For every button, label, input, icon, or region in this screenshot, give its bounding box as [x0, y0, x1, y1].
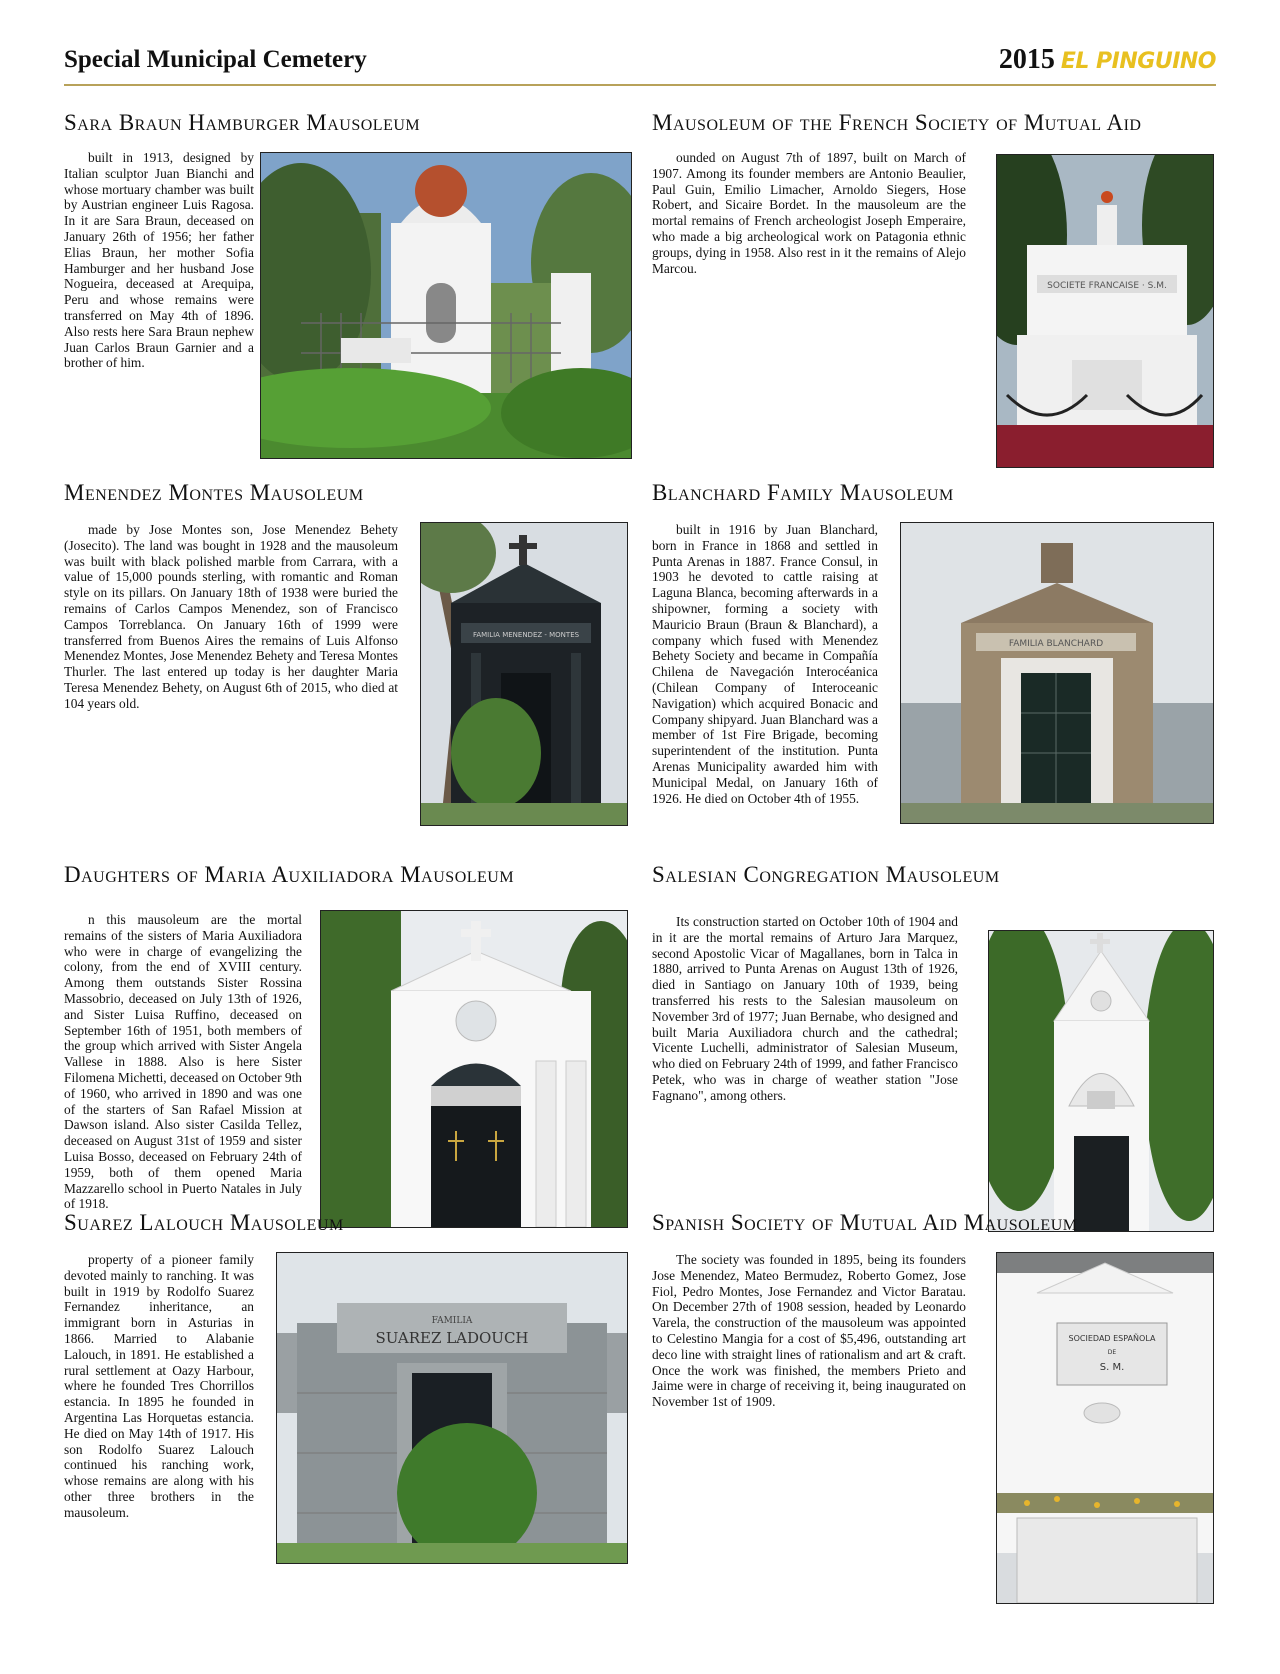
spanish-society-photo	[996, 1252, 1214, 1604]
menendez-montes-title: Menendez Montes Mausoleum	[64, 480, 364, 505]
spanish-plaque-line1: SOCIEDAD ESPAÑOLA	[1068, 1334, 1156, 1343]
menendez-montes-photo	[420, 522, 628, 826]
page-header	[64, 44, 1216, 86]
french-society-text: ounded on August 7th of 1897, built on March of 1907. Among its founder members are Antonio Beaulier, Paul Guin, Emilio Limacher, Arnoldo Siegers, Hose Robert, and Sicaire Bordet. In the mausoleum are the mortal remains of French archeologist Joseph Emperaire, who made a big archeological work on Patagonia ethnic groups, dying in 1958. Also rest in it the remains of Alejo Marcou.	[652, 150, 966, 276]
blanchard-photo	[900, 522, 1214, 824]
suarez-plaque-text: SUAREZ LADOUCH	[375, 1329, 529, 1347]
blanchard-title: Blanchard Family Mausoleum	[652, 480, 954, 505]
brand-logo: EL PINGUINO	[1060, 49, 1216, 74]
maria-auxiliadora-photo	[320, 910, 628, 1228]
suarez-plaque-small: FAMILIA	[431, 1316, 473, 1326]
issue-year: 2015	[998, 44, 1055, 75]
sara-braun-title: Sara Braun Hamburger Mausoleum	[64, 110, 421, 135]
salesian-photo	[988, 930, 1214, 1232]
french-society-title: Mausoleum of the French Society of Mutual Aid	[652, 110, 1142, 135]
spanish-plaque-line2: DE	[1107, 1349, 1117, 1356]
blanchard-text: built in 1916 by Juan Blanchard, born in France in 1868 and settled in Punta Arenas in 1887. France Consul, in 1903 he devoted to cattle raising at Laguna Blanca, becoming afterwards in a shipowner, forming a society with Mauricio Braun (Braun & Blanchard), a company which fused with Menendez Behety Society and became in Compañía Chilena de Navegación Interocéanica (Chilean Company of Interoceanic Navigation) which acquired Bonacic and Company shipyard. Juan Blanchard was a member of 1st Fire Brigade, becoming superintendent of the institution. Punta Arenas Municipality awarded him with Municipal Medal, on January 16th of 1926. He died on October 4th of 1955.	[652, 522, 878, 806]
suarez-title: Suarez Lalouch Mausoleum	[64, 1210, 344, 1235]
menendez-plaque-text: FAMILIA MENENDEZ - MONTES	[472, 631, 580, 639]
masthead	[999, 44, 1216, 76]
spanish-society-title: Spanish Society of Mutual Aid Mausoleum	[652, 1210, 1078, 1235]
section-title: Special Municipal Cemetery	[64, 46, 367, 73]
salesian-title: Salesian Congregation Mausoleum	[652, 862, 1000, 887]
french-plaque-text: SOCIETE FRANCAISE · S.M.	[1047, 281, 1167, 291]
spanish-plaque-line3: S. M.	[1099, 1362, 1125, 1373]
spanish-society-text: The society was founded in 1895, being its founders Jose Menendez, Mateo Bermudez, Roberto Gomez, Jose Fiol, Pedro Montes, Jose Fernandez and Victor Baratau. On December 27th of 1908 session, headed by Leonardo Varela, the construction of the mausoleum was appointed to Celestino Mangia for a cost of $5,496, outstanding art deco line with straight lines of rationalism and art & craft. Once the work was finished, the members Prieto and Jaime were in charge of receiving it, being inaugurated on November 1st of 1909.	[652, 1252, 966, 1410]
suarez-text: property of a pioneer family devoted mainly to ranching. It was built in 1919 by Rodolfo Suarez Fernandez inheritance, an immigrant born in Asturias in 1866. Married to Alabanie Lalouch, in 1891. He established a rural settlement at Oazy Harbour, where he founded Tres Chorrillos estancia. In 1895 he founded in Argentina Las Horquetas estancia. He died on May 14th of 1917. His son Rodolfo Suarez Lalouch continued his ranching work, whose remains are along with his other three brothers in the mausoleum.	[64, 1252, 254, 1520]
sara-braun-text: built in 1913, designed by Italian sculptor Juan Bianchi and whose mortuary chamber was built by Austrian engineer Luis Ragosa. In it are Sara Braun, deceased on January 26th of 1956; her father Elias Braun, her mother Sofia Hamburger and her husband Jose Nogueira, deceased at Arequipa, Peru and whose remains were transferred on May 4th of 1896. Also rests here Sara Braun nephew Juan Carlos Braun Garnier and a brother of him.	[64, 150, 254, 371]
french-society-photo	[996, 154, 1214, 468]
menendez-montes-text: made by Jose Montes son, Jose Menendez Behety (Josecito). The land was bought in 1928 and the mausoleum was built with black polished marble from Carrara, with a value of 15,000 pounds sterling, with romantic and Roman style on its pillars. On January 18th of 1938 were buried the remains of Carlos Campos Menendez, son of Francisco Campos Torreblanca. On January 16th of 1999 were transferred from Buenos Aires the remains of Luis Alfonso Menendez Montes, Jose Menendez Behety and Teresa Montes Thurler. The last entered up today is her daughter Maria Teresa Menendez Behety, on August 6th of 2015, who died at 104 years old.	[64, 522, 398, 711]
maria-auxiliadora-title: Daughters of Maria Auxiliadora Mausoleum	[64, 862, 515, 887]
maria-auxiliadora-text: n this mausoleum are the mortal remains of the sisters of Maria Auxiliadora who were in charge of evangelizing the colony, from the end of XVIII century. Among them outstands Sister Rossina Massobrio, deceased on July 13th of 1926, and Sister Luisa Ruffino, deceased on September 16th of 1951, both members of the group which arrived with Sister Angela Vallese in 1888. Also is here Sister Filomena Michetti, deceased on October 9th of 1960, who arrived in 1890 and was one of the starters of San Rafael Mission at Dawson island. Also sister Casilda Tellez, deceased on August 31st of 1959 and sister Luisa Bosso, deceased on February 24th of 1959, both of them opened Maria Mazzarello school in Puerto Natales in July of 1918.	[64, 912, 302, 1212]
blanchard-plaque-text: FAMILIA BLANCHARD	[1008, 639, 1104, 649]
salesian-text: Its construction started on October 10th of 1904 and in it are the mortal remains of Arturo Jara Marquez, second Apostolic Vicar of Magallanes, born in Talca in 1880, arrived to Punta Arenas on August 13th of 1926, died in Santiago on January 10th of 1939, being transferred his rests to the Salesian mausoleum on November 3rd of 1977; Juan Bernabe, who designed and built Maria Auxiliadora church and the cathedral; Vicente Luchelli, administrator of Salesian Museum, who died on February 24th of 1999, and father Francisco Petek, who was in charge of weather station "Jose Fagnano", among others.	[652, 914, 958, 1103]
suarez-photo	[276, 1252, 628, 1564]
sara-braun-photo	[260, 152, 632, 459]
